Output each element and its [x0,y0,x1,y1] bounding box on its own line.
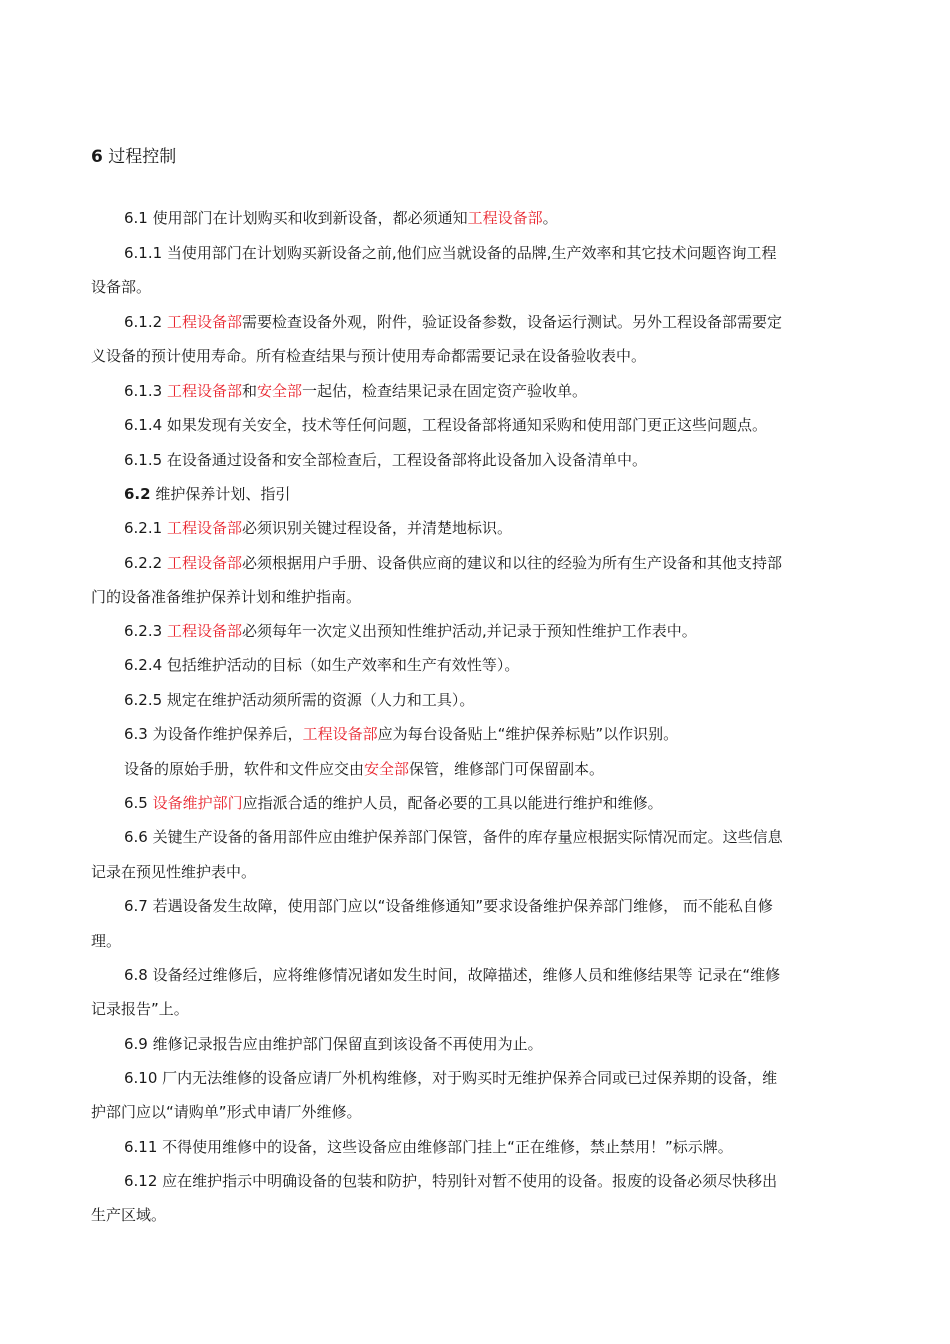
paragraph-6-1-3: 6.1.3 工程设备部和安全部一起估，检查结果记录在固定资产验收单。 [124,382,587,400]
section-number: 6 [91,147,103,167]
paragraph-6-9: 6.9 维修记录报告应由维护部门保留直到该设备不再使用为止。 [124,1035,543,1053]
subsection-6-2: 6.2 维护保养计划、指引 [124,485,291,503]
highlight-dept: 工程设备部 [166,519,242,537]
paragraph-6-1-1-line1: 6.1.1 当使用部门在计划购买新设备之前,他们应当就设备的品牌,生产效率和其它技术问题咨询工程 [124,244,777,262]
highlight-dept: 工程设备部 [166,313,242,331]
highlight-dept: 设备维护部门 [152,794,243,812]
paragraph-6-2-5: 6.2.5 规定在维护活动须所需的资源（人力和工具）。 [124,691,475,709]
paragraph-6-2-1: 6.2.1 工程设备部必须识别关键过程设备，并清楚地标识。 [124,519,512,537]
paragraph-6-1-4: 6.1.4 如果发现有关安全，技术等任何问题，工程设备部将通知采购和使用部门更正这些问题点。 [124,416,767,434]
highlight-dept: 安全部 [364,760,410,778]
section-title: 过程控制 [108,147,177,167]
highlight-dept: 安全部 [256,382,302,400]
paragraph-6-6-line2: 记录在预见性维护表中。 [91,863,257,881]
highlight-dept: 工程设备部 [467,209,543,227]
paragraph-6-3: 6.3 为设备作维护保养后，工程设备部应为每台设备贴上“维护保养标贴”以作识别。 [124,725,679,743]
paragraph-6-10-line2: 护部门应以“请购单”形式申请厂外维修。 [91,1103,362,1121]
paragraph-6-7-line1: 6.7 若遇设备发生故障，使用部门应以“设备维修通知”要求设备维护保养部门维修， 而不能私自修 [124,897,773,915]
paragraph-6-2-2-line2: 门的设备准备维护保养计划和维护指南。 [91,588,362,606]
paragraph-6-8-line1: 6.8 设备经过维修后，应将维修情况诸如发生时间，故障描述，维修人员和维修结果等 记录在“维修 [124,966,781,984]
highlight-dept: 工程设备部 [166,554,242,572]
paragraph-6-1-5: 6.1.5 在设备通过设备和安全部检查后，工程设备部将此设备加入设备清单中。 [124,451,647,469]
paragraph-6-5: 6.5 设备维护部门应指派合适的维护人员，配备必要的工具以能进行维护和维修。 [124,794,663,812]
paragraph-6-2-3: 6.2.3 工程设备部必须每年一次定义出预知性维护活动,并记录于预知性维护工作表中。 [124,622,697,640]
paragraph-6-2-4: 6.2.4 包括维护活动的目标（如生产效率和生产有效性等）。 [124,656,520,674]
paragraph-6-1: 6.1 使用部门在计划购买和收到新设备，都必须通知工程设备部。 [124,209,558,227]
paragraph-6-7-line2: 理。 [91,932,122,950]
paragraph-6-1-2-line1: 6.1.2 工程设备部需要检查设备外观，附件，验证设备参数，设备运行测试。另外工程设备部需要定 [124,313,782,331]
paragraph-6-11: 6.11 不得使用维修中的设备，这些设备应由维修部门挂上“正在维修，禁止禁用！”标示牌。 [124,1138,733,1156]
section-heading [91,146,176,168]
paragraph-6-4: 设备的原始手册，软件和文件应交由安全部保管，维修部门可保留副本。 [124,760,605,778]
highlight-dept: 工程设备部 [302,725,378,743]
paragraph-6-12-line2: 生产区域。 [91,1206,167,1224]
paragraph-6-2-2-line1: 6.2.2 工程设备部必须根据用户手册、设备供应商的建议和以往的经验为所有生产设备和其他支持部 [124,554,782,572]
paragraph-6-1-2-line2: 义设备的预计使用寿命。所有检查结果与预计使用寿命都需要记录在设备验收表中。 [91,347,647,365]
paragraph-6-10-line1: 6.10 厂内无法维修的设备应请厂外机构维修，对于购买时无维护保养合同或已过保养期的设备，维 [124,1069,778,1087]
paragraph-6-6-line1: 6.6 关键生产设备的备用部件应由维护保养部门保管，备件的库存量应根据实际情况而定。这些信息 [124,828,783,846]
highlight-dept: 工程设备部 [166,622,242,640]
highlight-dept: 工程设备部 [166,382,242,400]
paragraph-6-12-line1: 6.12 应在维护指示中明确设备的包装和防护，特别针对暂不使用的设备。报废的设备必须尽快移出 [124,1172,778,1190]
paragraph-6-8-line2: 记录报告”上。 [91,1000,189,1018]
paragraph-6-1-1-line2: 设备部。 [91,278,152,296]
